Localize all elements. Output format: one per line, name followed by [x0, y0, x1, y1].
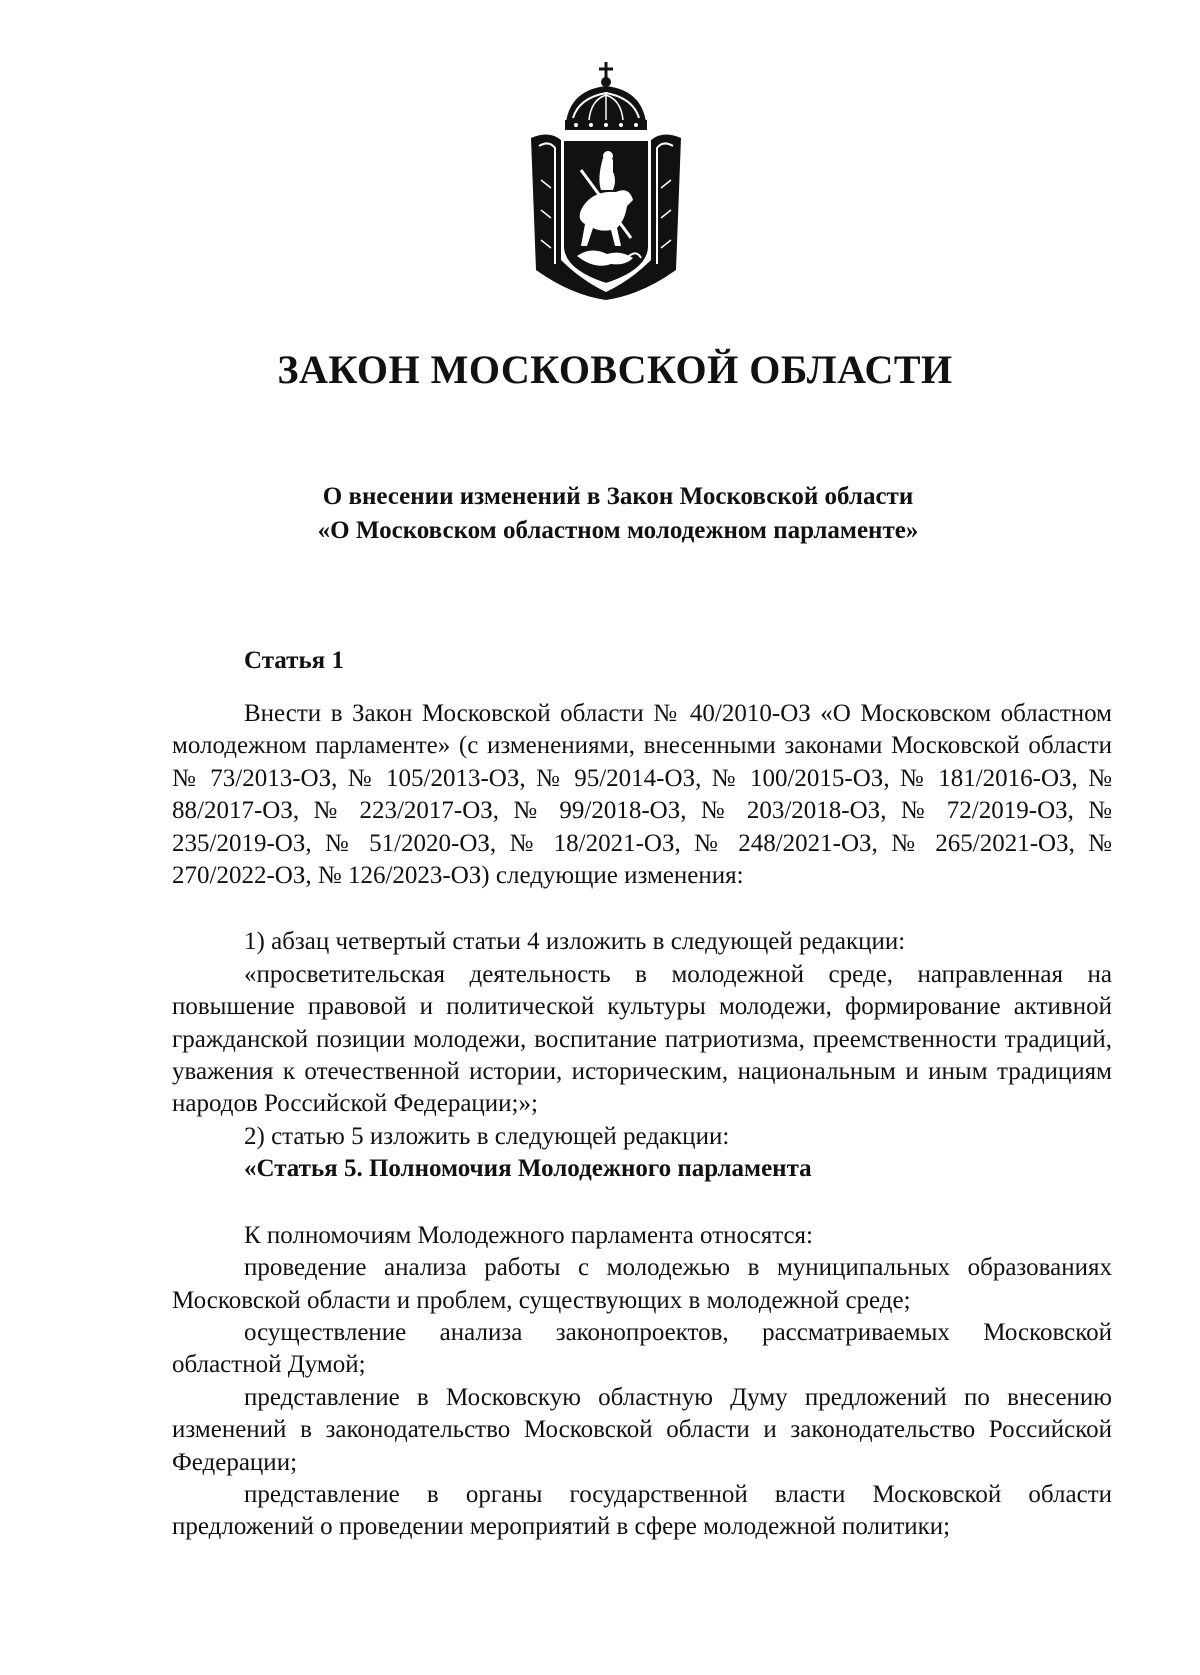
- item-2-paragraph: 2) статью 5 изложить в следующей редакции:: [244, 1122, 730, 1150]
- law-subtitle: [0, 480, 1200, 548]
- power-1-paragraph: проведение анализа работы с молодежью в муниципальных образованиях Московской области и проблем, существующих в молодежной среде;: [172, 1254, 1112, 1314]
- coat-of-arms-emblem: [521, 60, 691, 302]
- item-1-text-paragraph: «просветительская деятельность в молодежной среде, направленная на повышение правовой и политической культуры молодежи, формирование активной гражданской позиции молодежи, воспитание патриотизма, преемственности традиций, уважения к отечественной истории, историческим, национальным и иным традициям народов Российской Федерации;»;: [172, 960, 1112, 1118]
- power-2-paragraph: осуществление анализа законопроектов, рассматриваемых Московской областной Думой;: [172, 1318, 1112, 1379]
- article-intro-paragraph: Внести в Закон Московской области № 40/2010-ОЗ «О Московском областном молодежном парламенте» (с изменениями, внесенными законами Московской области № 73/2013-ОЗ, № 105/2013-ОЗ, № 95/2014-ОЗ, № 100/2015-ОЗ, № 181/2016-ОЗ, № 88/2017-ОЗ, № 223/2017-ОЗ, № 99/2018-ОЗ, № 203/2018-ОЗ, № 72/2019-ОЗ, № 235/2019-ОЗ, № 51/2020-ОЗ, № 18/2021-ОЗ, № 248/2021-ОЗ, № 265/2021-ОЗ, № 270/2022-ОЗ, № 126/2023-ОЗ) следующие изменения:: [172, 700, 1112, 890]
- item-1-paragraph: 1) абзац четвертый статьи 4 изложить в следующей редакции:: [244, 928, 906, 956]
- powers-intro-paragraph: К полномочиям Молодежного парламента относятся:: [244, 1221, 813, 1249]
- power-3-paragraph: представление в Московскую областную Думу предложений по внесению изменений в законодательство Московской области и законодательство Российской Федерации;: [172, 1383, 1112, 1476]
- power-4-paragraph: представление в органы государственной власти Московской области предложений о проведении мероприятий в сфере молодежной политики;: [172, 1480, 1112, 1541]
- article-body: [172, 698, 1112, 1544]
- article-heading: Статья 1: [244, 647, 344, 674]
- law-title: ЗАКОН МОСКОВСКОЙ ОБЛАСТИ: [277, 347, 953, 392]
- subtitle-line-2: «О Московском областном молодежном парламенте»: [317, 517, 919, 544]
- subtitle-line-1: О внесении изменений в Закон Московской области: [322, 483, 914, 510]
- article-5-heading: «Статья 5. Полномочия Молодежного парламента: [244, 1155, 812, 1183]
